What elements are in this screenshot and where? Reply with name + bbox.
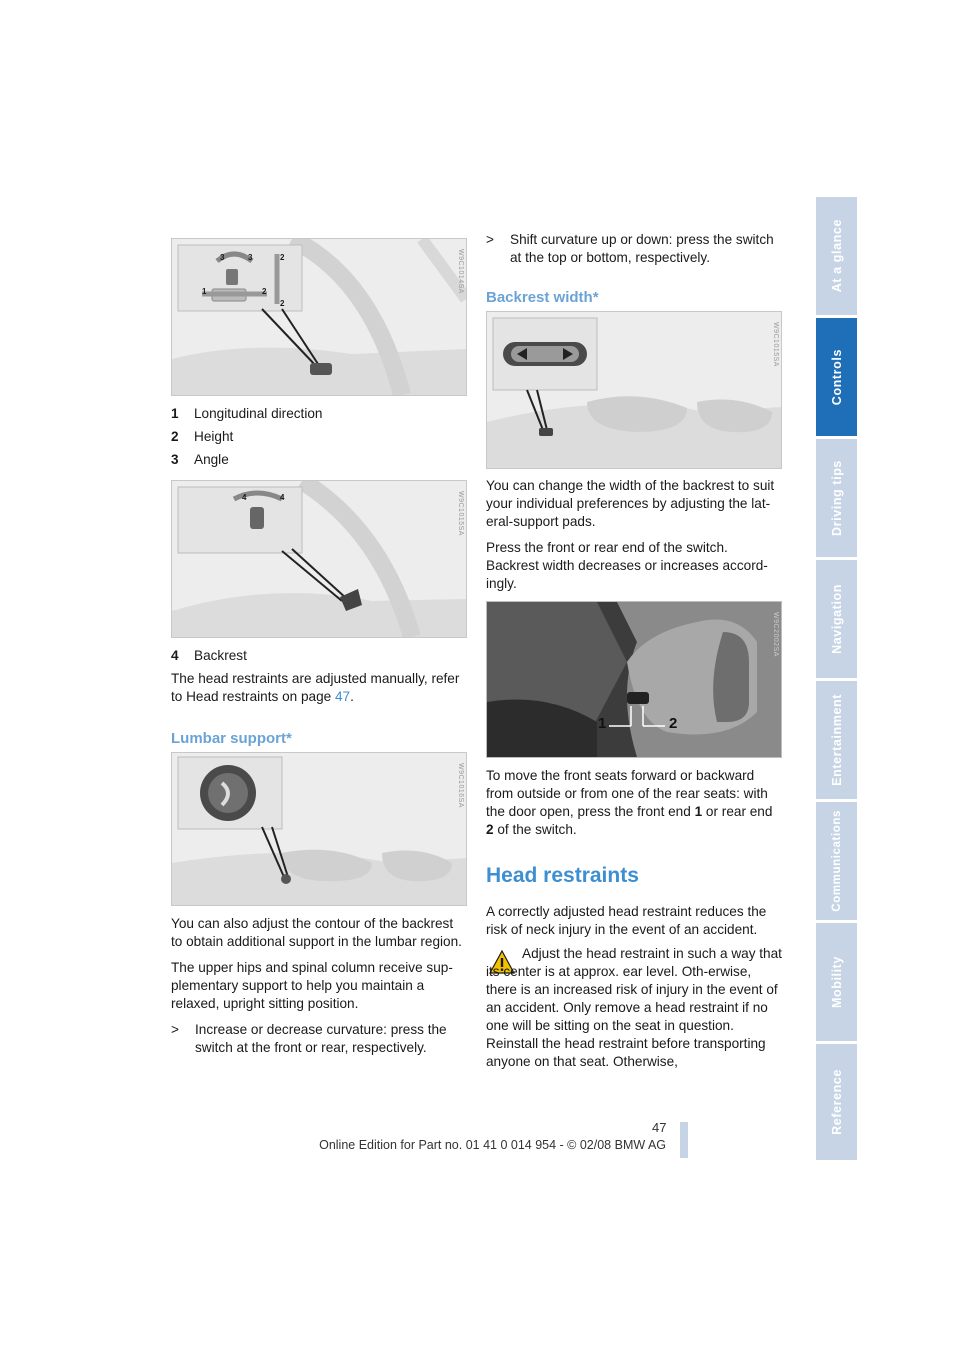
tab-entertainment[interactable]: Entertainment [816, 681, 857, 799]
footer-bar [680, 1122, 688, 1158]
tab-communications[interactable]: Communications [816, 802, 857, 920]
backrest-width-heading: Backrest width* [486, 289, 599, 306]
tab-reference[interactable]: Reference [816, 1044, 857, 1160]
list-item: 2 Height [171, 429, 234, 444]
backrest-width-illustration [487, 312, 781, 468]
lumbar-switch-illustration [172, 753, 466, 905]
list-item: 4 Backrest [171, 648, 247, 663]
tab-mobility[interactable]: Mobility [816, 923, 857, 1041]
tab-at-a-glance[interactable]: At a glance [816, 197, 857, 315]
left-text-block [171, 647, 467, 756]
figure-lumbar-switch: W9C1016SA [171, 752, 467, 906]
figure-seat-controls: 3 3 2 2 1 2 W9C1014SA [171, 238, 467, 396]
list-item: 3 Angle [171, 452, 229, 467]
tab-navigation[interactable]: Navigation [816, 560, 857, 678]
head-restraints-heading: Head restraints [486, 864, 639, 887]
seat-switch-illustration [172, 239, 466, 395]
lumbar-text: You can also adjust the contour of the backrest to obtain additional support in the lumbar region. The upper hips and spinal column receive sup-plementary support to help you maintain a relaxed, upright sitting position. > Increase or decrease curvature: press the switch at the front or rear, respectively. [171, 915, 467, 1065]
list-item: 1 Longitudinal direction [171, 406, 323, 421]
tab-driving-tips[interactable]: Driving tips [816, 439, 857, 557]
backrest-switch-illustration [172, 481, 466, 637]
page-number: 47 [652, 1120, 667, 1135]
page-link[interactable]: 47 [334, 689, 351, 704]
list-item: > Increase or decrease curvature: press the switch at the front or rear, respectively. [171, 1022, 447, 1055]
warning-text: Adjust the head restraint in such a way that its center is at approx. ear level. Oth-erwise, there is an increased risk of injury in the event of an accident. Only remove a head restraint if no one will be sitting on the seat in question. Reinstall the head restraint before transporting anyone on that seat. Otherwise, [486, 946, 782, 1069]
figure-rear-seat-switch-photo: 1 2 W9C2002SA [486, 601, 782, 758]
right-text-top [486, 231, 782, 315]
edition-line: Online Edition for Part no. 01 41 0 014 954 - © 02/08 BMW AG [319, 1138, 666, 1152]
rear-seat-text: To move the front seats forward or backward from outside or from one of the rear seats: with the door open, press the front end 1 or rear end 2 of the switch. Head restraints A correctly adjusted head restraint reduces the risk of neck injury in the event of an accident. [486, 767, 782, 947]
lumbar-heading: Lumbar support* [171, 730, 292, 747]
list-item: > Shift curvature up or down: press the switch at the top or bottom, respectively. [486, 232, 774, 265]
adjustment-list-1 [171, 405, 467, 474]
tab-controls[interactable]: Controls [816, 318, 857, 436]
headrest-reference: The head restraints are adjusted manually, refer to Head restraints on page 47. [171, 671, 460, 704]
figure-backrest-width-switch: W9C1015SA [486, 311, 782, 469]
rear-seat-photo [487, 602, 781, 757]
backrest-width-text: You can change the width of the backrest to suit your individual preferences by adjusting the lat-eral-support pads. Press the front or rear end of the switch. Backrest width decreases or increases accord-ingly. [486, 478, 775, 591]
figure-backrest-switch: 4 4 W9C1015SA [171, 480, 467, 638]
